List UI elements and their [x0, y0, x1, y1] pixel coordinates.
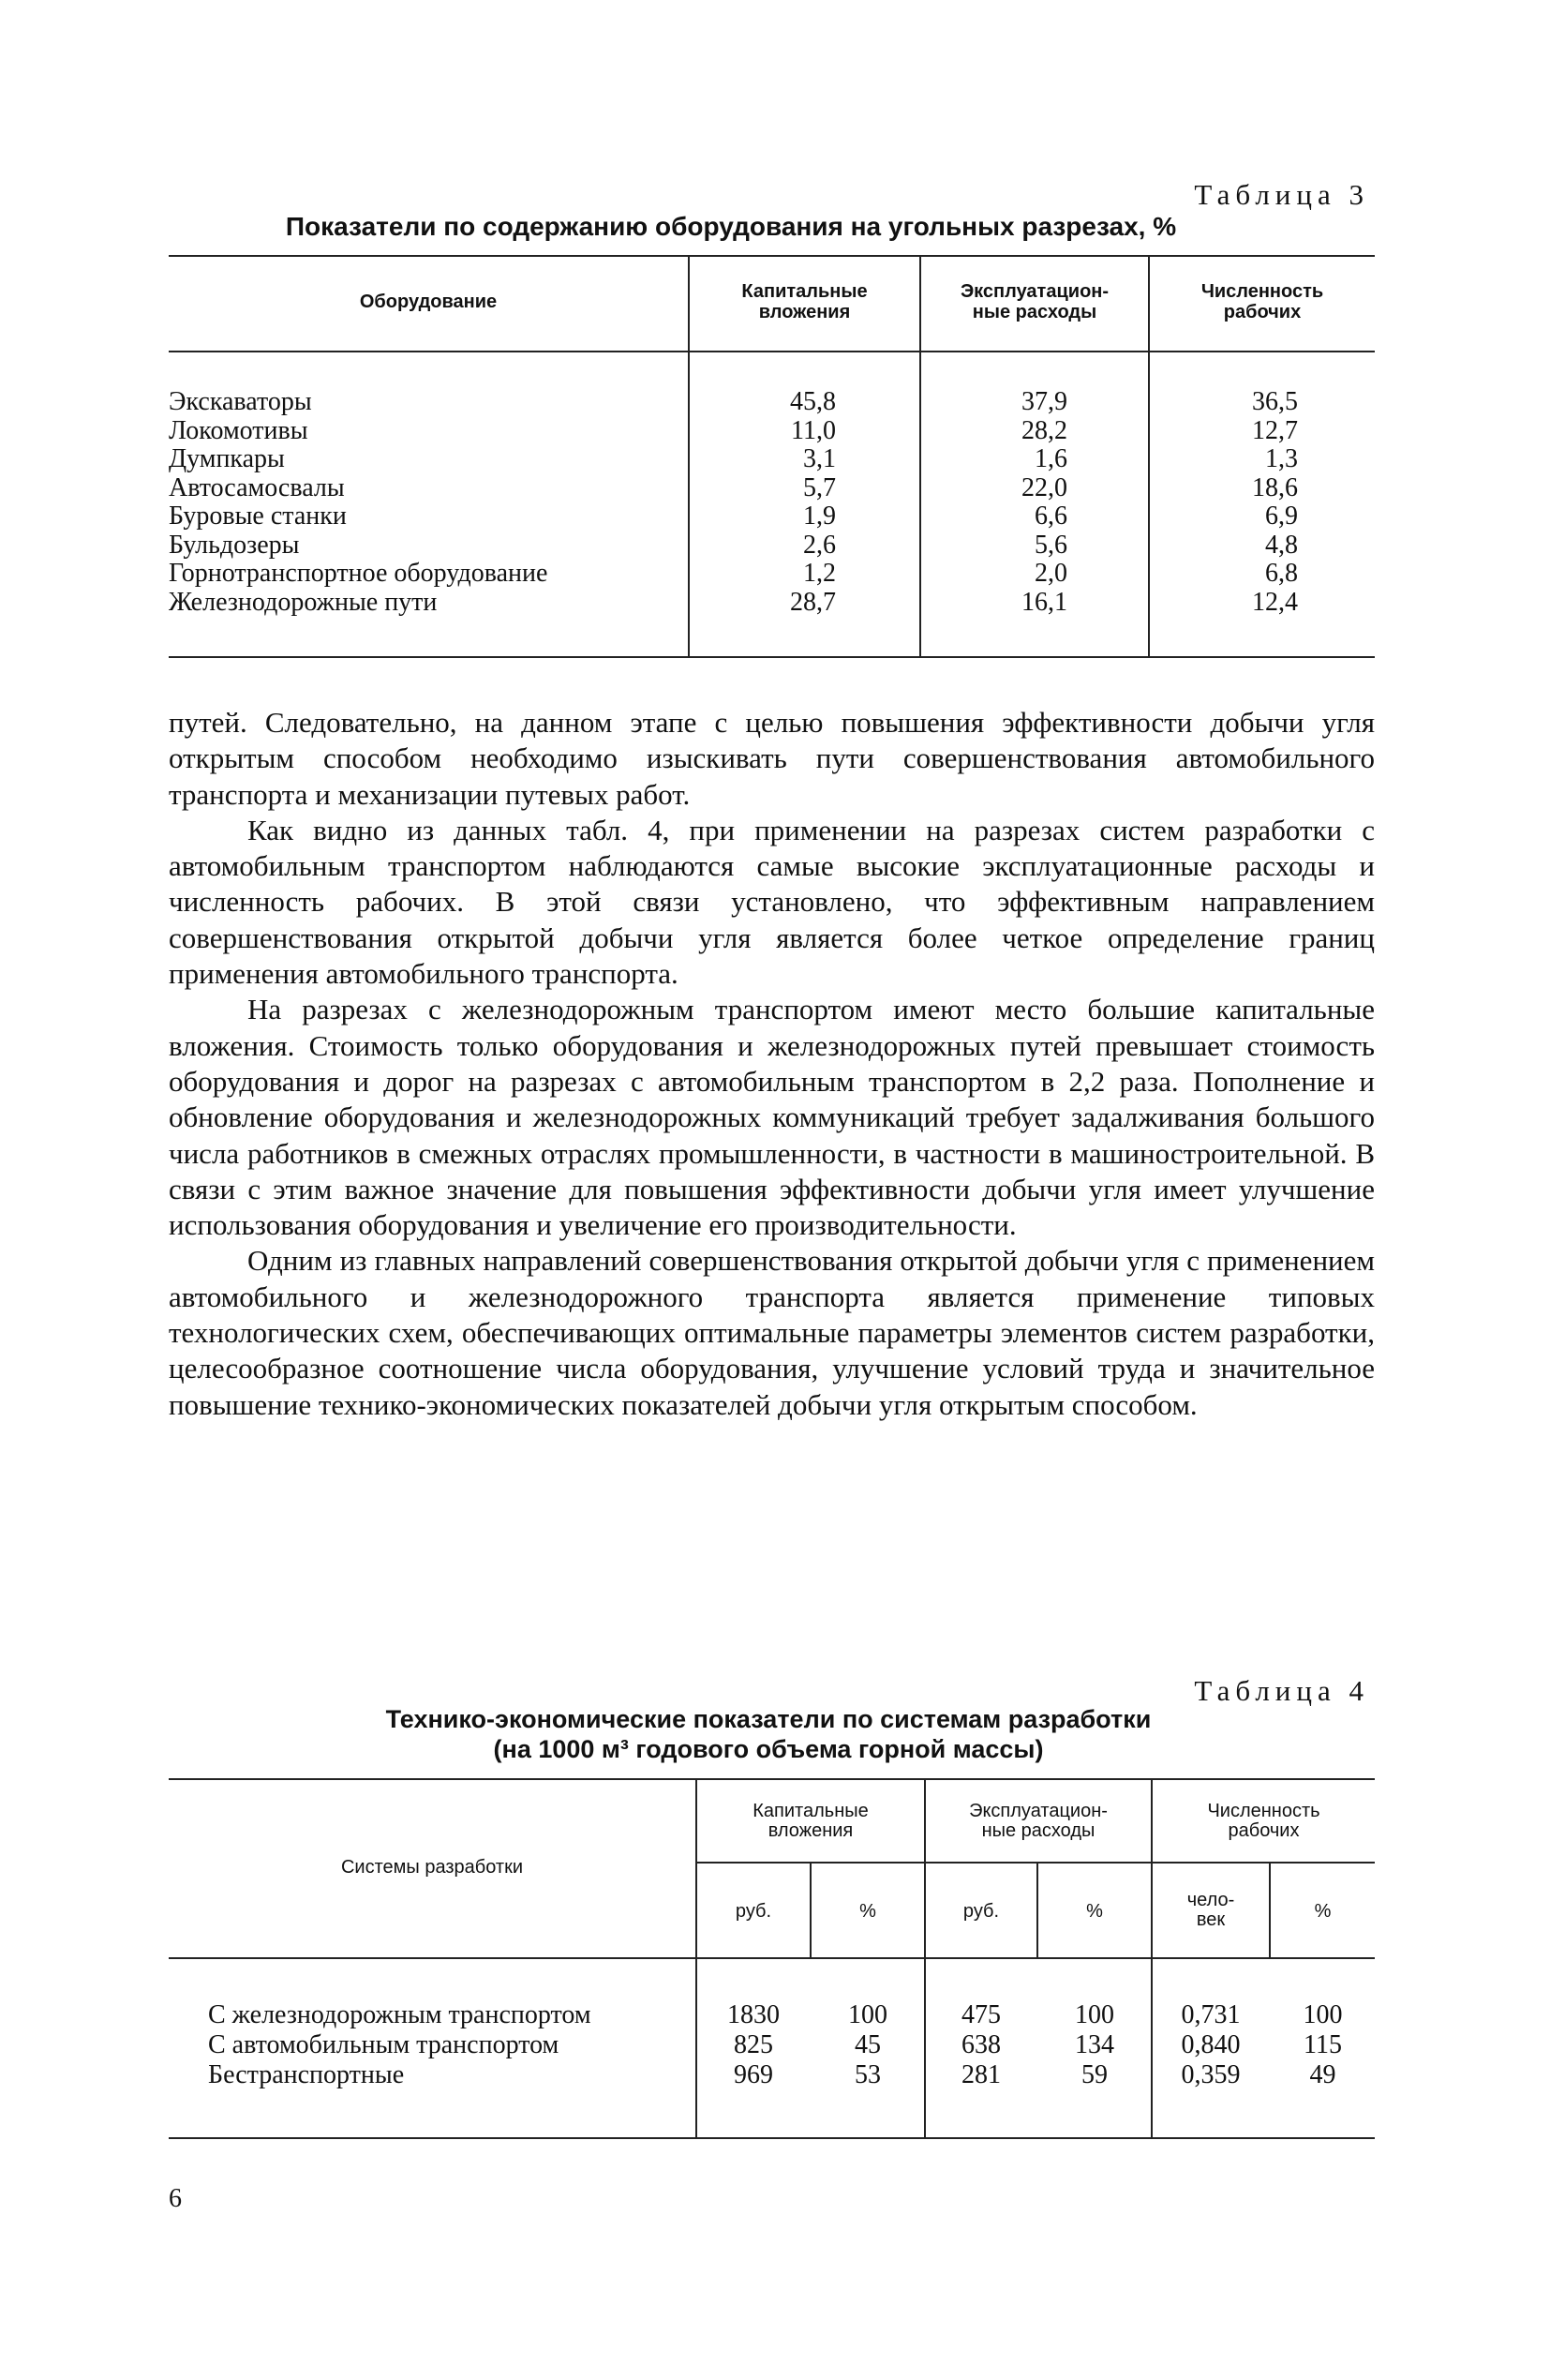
table4-subheader-operating-rub: руб.: [962, 1901, 1000, 1922]
table3-cell: 18,6: [1252, 472, 1298, 502]
table4-title: Технико-экономические показатели по системам разработки (на 1000 м³ годового объема горной массы): [385, 1705, 1152, 1763]
table3-row-name: Железнодорожные пути: [169, 587, 438, 617]
table4-label: Таблица 4: [1194, 1674, 1369, 1707]
table4-cell: 53: [855, 2060, 881, 2089]
table3-cell: 37,9: [1021, 387, 1067, 416]
table4-col-operating-pct: [1038, 2000, 1151, 2090]
table4-cell: 638: [961, 2030, 1001, 2059]
table4-cell: 0,731: [1181, 2000, 1241, 2029]
table3-cell: 6,9: [1265, 501, 1298, 531]
paragraph: путей. Следовательно, на данном этапе с целью повышения эффективности добычи угля открытым способом необходимо изыскивать пути совершенствования автомобильного транспорта и механизации путевых работ.: [169, 706, 1375, 811]
table3-cell: 2,0: [1035, 559, 1067, 588]
table4-cell: 59: [1081, 2060, 1108, 2089]
table3-header-capital: Капитальные вложения: [741, 281, 868, 322]
table3-col-capital: [723, 388, 836, 617]
table4-cell: 115: [1304, 2030, 1342, 2059]
table4-subheader-capital-pct: %: [859, 1901, 876, 1922]
table4-bottom-rule: [169, 2137, 1375, 2139]
table4-row-name: С автомобильным транспортом: [208, 2030, 559, 2059]
table3-row-name: Экскаваторы: [169, 387, 312, 416]
table3-row-name: Горнотранспортное оборудование: [169, 559, 548, 588]
table3-row-name: Автосамосвалы: [169, 472, 345, 502]
table4-subheader-persons: чело- век: [1186, 1890, 1235, 1930]
table3-header-equipment: Оборудование: [359, 292, 498, 312]
table4-row-name: Бестранспортные: [208, 2060, 405, 2089]
table3-top-rule: [169, 255, 1375, 257]
table4-cell: 281: [961, 2060, 1001, 2089]
table4-top-rule: [169, 1778, 1375, 1780]
table4-row-name: С железнодорожным транспортом: [208, 2000, 591, 2029]
table3-row-name: Бульдозеры: [169, 530, 300, 560]
table3-title: Показатели по содержанию оборудования на угольных разрезах, %: [285, 212, 1177, 241]
table3-row-name: Локомотивы: [169, 415, 308, 445]
table4-cell: 100: [848, 2000, 887, 2029]
body-text: [169, 705, 1375, 1423]
table4-subheader-capital-rub: руб.: [735, 1901, 772, 1922]
table4-col-capital-pct: [812, 2000, 924, 2090]
table4-cell: 825: [734, 2030, 773, 2059]
table4-col-workers-pct: [1271, 2000, 1375, 2090]
table3-cell: 3,1: [803, 444, 836, 473]
table3-cell: 45,8: [790, 387, 836, 416]
table3-cell: 22,0: [1021, 472, 1067, 502]
table4-cell: 100: [1075, 2000, 1114, 2029]
table4-cell: 0,840: [1181, 2030, 1241, 2059]
table3-cell: 12,7: [1252, 415, 1298, 445]
table4-col-workers: [1153, 2000, 1269, 2090]
table3-cell: 6,6: [1035, 501, 1067, 531]
table3-header-operating: Эксплуатацион- ные расходы: [960, 281, 1110, 322]
table3-cell: 28,2: [1021, 415, 1067, 445]
table3-cell: 1,6: [1035, 444, 1067, 473]
table3-cell: 1,2: [803, 559, 836, 588]
table3-col-workers: [1185, 388, 1298, 617]
table4-cell: 1830: [727, 2000, 780, 2029]
table3-cell: 16,1: [1021, 587, 1067, 617]
table3-label: Таблица 3: [1194, 178, 1369, 211]
page-number: 6: [169, 2184, 182, 2213]
table3-row-name: Думпкары: [169, 444, 285, 473]
table4-cell: 134: [1075, 2030, 1114, 2059]
table3-cell: 12,4: [1252, 587, 1298, 617]
table3-header-workers: Численность рабочих: [1200, 281, 1324, 322]
paragraph: Одним из главных направлений совершенствования открытой добычи угля с применением автомобильного и железнодорожного транспорта является применение типовых технологических схем, обеспечивающих оптимальные параметры элементов систем разработки, целесообразное соотношение числа оборудования, улучшение условий труда и значительное повышение технико-экономических показателей добычи угля открытым способом.: [169, 1244, 1375, 1421]
table4-row-names: [208, 2000, 591, 2090]
table4-cell: 100: [1303, 2000, 1343, 2029]
table3-cell: 28,7: [790, 587, 836, 617]
table3-cell: 1,9: [803, 501, 836, 531]
table4-col-operating-rub: [926, 2000, 1036, 2090]
table3-cell: 2,6: [803, 530, 836, 560]
table3-header-rule: [169, 351, 1375, 352]
table3-row-names: [169, 388, 547, 617]
table4-cell: 49: [1309, 2060, 1336, 2089]
table3-cell: 36,5: [1252, 387, 1298, 416]
table4-header-operating: Эксплуатацион- ные расходы: [969, 1801, 1108, 1841]
table4-header-workers: Численность рабочих: [1207, 1801, 1320, 1841]
table4-subheader-workers-pct: %: [1314, 1901, 1332, 1922]
table4-header-rule: [169, 1957, 1375, 1959]
table4-header-systems: Системы разработки: [340, 1857, 523, 1878]
table3-cell: 4,8: [1265, 530, 1298, 560]
table3-cell: 5,7: [803, 472, 836, 502]
table4-col-capital-rub: [697, 2000, 810, 2090]
paragraph: На разрезах с железнодорожным транспортом имеют место большие капитальные вложения. Стоимость только оборудования и железнодорожных путей превышает стоимость оборудования и дорог на разрезах с автомобильным транспортом в 2,2 раза. Пополнение и обновление оборудования и железнодорожных коммуникаций требует задалживания большого числа работников в смежных отраслях промышленности, в частности в машиностроительной. В связи с этим важное значение для повышения эффективности добычи угля имеет улучшение использования оборудования и увеличение его производительности.: [169, 993, 1375, 1242]
table4-subheader-operating-pct: %: [1086, 1901, 1103, 1922]
table3-cell: 6,8: [1265, 559, 1298, 588]
table3-col-operating: [955, 388, 1067, 617]
paragraph: Как видно из данных табл. 4, при применении на разрезах систем разработки с автомобильным транспортом наблюдаются самые высокие эксплуатационные расходы и численность рабочих. В этой связи установлено, что эффективным направлением совершенствования открытой добычи угля является более четкое определение границ применения автомобильного транспорта.: [169, 813, 1375, 991]
table4-cell: 969: [734, 2060, 773, 2089]
table4-cell: 0,359: [1181, 2060, 1241, 2089]
table3-cell: 5,6: [1035, 530, 1067, 560]
table3-cell: 11,0: [791, 415, 836, 445]
table4-cell: 475: [961, 2000, 1001, 2029]
table4-header-capital: Капитальные вложения: [753, 1801, 869, 1841]
table4-cell: 45: [855, 2030, 881, 2059]
table3-cell: 1,3: [1265, 444, 1298, 473]
table3-bottom-rule: [169, 656, 1375, 658]
table3-row-name: Буровые станки: [169, 501, 347, 531]
